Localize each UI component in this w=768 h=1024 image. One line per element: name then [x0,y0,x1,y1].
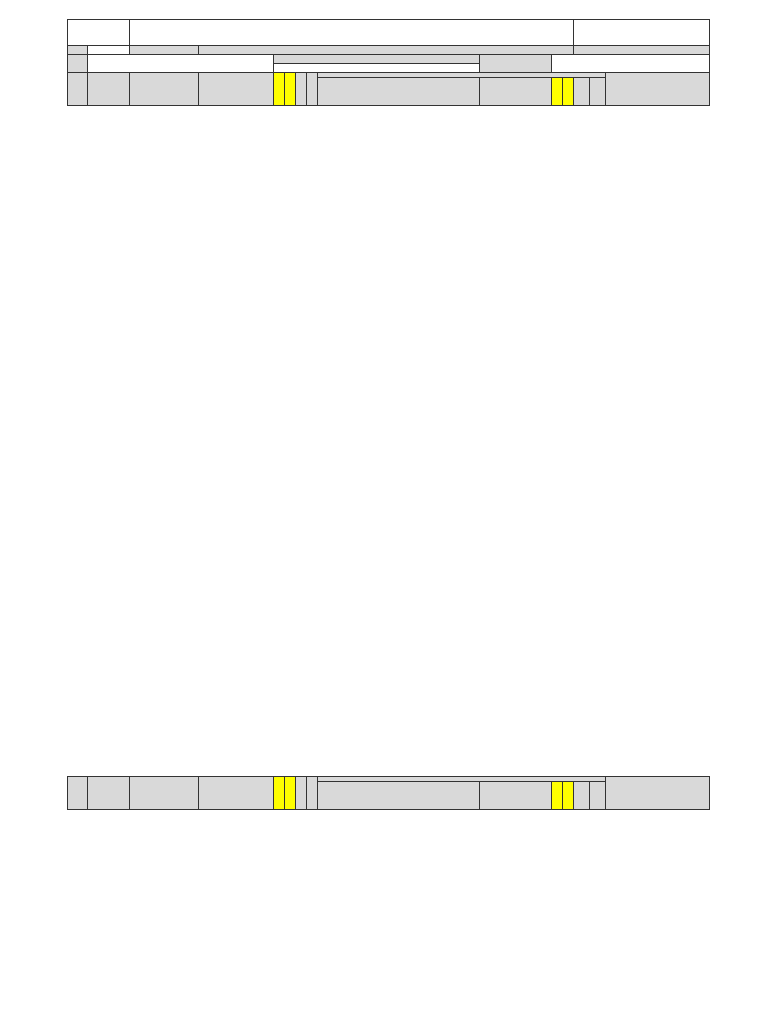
severity-header-2 [563,782,574,810]
logo-area [68,20,130,46]
form-title [130,20,574,46]
task-desc-value [88,55,274,73]
risk-rating-header [307,777,318,810]
probability-header [274,73,285,106]
risk-assessment-table [67,19,710,106]
risk-assessment-label [130,46,199,55]
harm-header [199,777,274,810]
task-desc-label [68,55,88,73]
ra-no-label [68,46,88,55]
responsible-header [606,73,710,106]
risk-rating-header [307,73,318,106]
srno-header [68,73,88,106]
project-info [574,20,710,46]
tools-label [480,55,552,73]
probability-header-2 [552,782,563,810]
current-controls-header [318,78,480,106]
risk-score-header [296,73,307,106]
severity-header [285,777,296,810]
tasks-header [88,73,130,106]
risk-rating-header-2 [590,78,606,106]
risk-assessment-value [199,46,574,55]
srno-header [68,777,88,810]
risk-assessment-table-continued [67,776,710,810]
ra-no-value [88,46,130,55]
additional-controls-header [480,782,552,810]
tools-value [552,55,710,73]
severity-header [285,73,296,106]
probability-header [274,777,285,810]
risk-rating-header-2 [590,782,606,810]
additional-controls-header [480,78,552,106]
specific-location-label [274,55,479,64]
specific-location [274,55,480,73]
risk-score-header [296,777,307,810]
responsible-header [606,777,710,810]
hazards-header [130,777,199,810]
risk-score-header-2 [574,78,590,106]
current-controls-header [318,782,480,810]
reviewed-date-label [574,46,710,55]
severity-header-2 [563,78,574,106]
probability-header-2 [552,78,563,106]
risk-score-header-2 [574,782,590,810]
harm-header [199,73,274,106]
hazards-header [130,73,199,106]
tasks-header [88,777,130,810]
